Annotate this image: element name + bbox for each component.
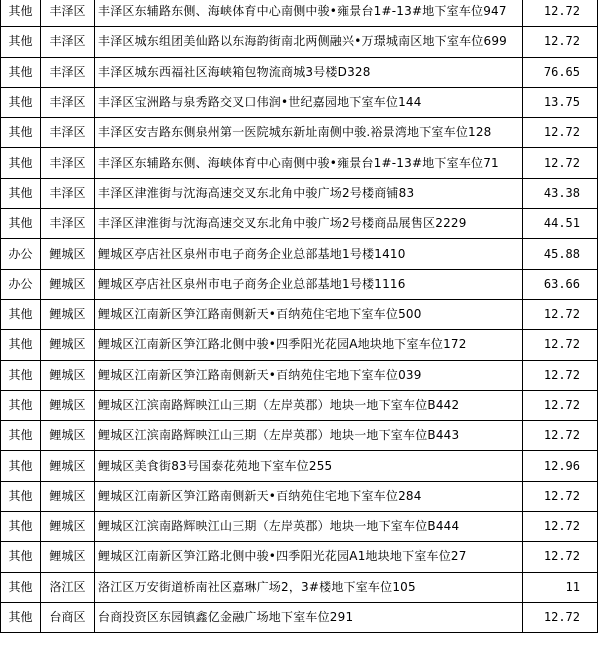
- cell-area[interactable]: 12.72: [523, 421, 598, 451]
- table-row: [1, 360, 598, 390]
- cell-usage-type[interactable]: 其他: [1, 57, 41, 87]
- table-row: [1, 209, 598, 239]
- cell-address[interactable]: 鲤城区江南新区笋江路南侧新天•百纳苑住宅地下室车位039: [95, 360, 523, 390]
- cell-district[interactable]: 鲤城区: [41, 269, 95, 299]
- cell-area[interactable]: 12.72: [523, 148, 598, 178]
- table-row: [1, 572, 598, 602]
- cell-address[interactable]: 丰泽区安吉路东侧泉州第一医院城东新址南侧中骏.裕景湾地下室车位128: [95, 118, 523, 148]
- cell-usage-type[interactable]: 其他: [1, 178, 41, 208]
- table-row: [1, 602, 598, 632]
- cell-area[interactable]: 12.72: [523, 0, 598, 27]
- cell-address[interactable]: 丰泽区城东西福社区海峡箱包物流商城3号楼D328: [95, 57, 523, 87]
- cell-area[interactable]: 12.72: [523, 330, 598, 360]
- table-row: [1, 421, 598, 451]
- cell-usage-type[interactable]: 办公: [1, 239, 41, 269]
- cell-district[interactable]: 丰泽区: [41, 87, 95, 117]
- table-row: [1, 390, 598, 420]
- cell-area[interactable]: 12.72: [523, 390, 598, 420]
- cell-address[interactable]: 丰泽区东辅路东侧、海峡体育中心南侧中骏•雍景台1#-13#地下室车位947: [95, 0, 523, 27]
- cell-usage-type[interactable]: 其他: [1, 299, 41, 329]
- table-row: [1, 299, 598, 329]
- table-row: [1, 0, 598, 27]
- cell-district[interactable]: 台商区: [41, 602, 95, 632]
- cell-usage-type[interactable]: 其他: [1, 209, 41, 239]
- cell-district[interactable]: 丰泽区: [41, 118, 95, 148]
- cell-usage-type[interactable]: 办公: [1, 269, 41, 299]
- cell-usage-type[interactable]: 其他: [1, 360, 41, 390]
- cell-address[interactable]: 鲤城区江南新区笋江路南侧新天•百纳苑住宅地下室车位500: [95, 299, 523, 329]
- cell-usage-type[interactable]: 其他: [1, 118, 41, 148]
- cell-usage-type[interactable]: 其他: [1, 512, 41, 542]
- table-row: [1, 451, 598, 481]
- table-row: [1, 118, 598, 148]
- table-body: [1, 0, 598, 633]
- cell-address[interactable]: 洛江区万安街道桥南社区嘉琳广场2，3#楼地下室车位105: [95, 572, 523, 602]
- cell-address[interactable]: 鲤城区江滨南路辉映江山三期（左岸英郡）地块一地下室车位B444: [95, 512, 523, 542]
- table-row: [1, 330, 598, 360]
- cell-district[interactable]: 鲤城区: [41, 239, 95, 269]
- cell-district[interactable]: 鲤城区: [41, 512, 95, 542]
- cell-address[interactable]: 鲤城区美食街83号国泰花苑地下室车位255: [95, 451, 523, 481]
- cell-usage-type[interactable]: 其他: [1, 330, 41, 360]
- cell-address[interactable]: 丰泽区津淮街与沈海高速交叉东北角中骏广场2号楼商铺83: [95, 178, 523, 208]
- cell-district[interactable]: 洛江区: [41, 572, 95, 602]
- cell-area[interactable]: 43.38: [523, 178, 598, 208]
- table-row: [1, 512, 598, 542]
- cell-district[interactable]: 鲤城区: [41, 360, 95, 390]
- cell-district[interactable]: 丰泽区: [41, 178, 95, 208]
- cell-area[interactable]: 45.88: [523, 239, 598, 269]
- cell-address[interactable]: 丰泽区津淮街与沈海高速交叉东北角中骏广场2号楼商品展售区2229: [95, 209, 523, 239]
- cell-usage-type[interactable]: 其他: [1, 27, 41, 57]
- cell-district[interactable]: 鲤城区: [41, 299, 95, 329]
- cell-district[interactable]: 丰泽区: [41, 57, 95, 87]
- table-row: [1, 239, 598, 269]
- cell-district[interactable]: 丰泽区: [41, 27, 95, 57]
- cell-usage-type[interactable]: 其他: [1, 421, 41, 451]
- cell-address[interactable]: 鲤城区江南新区笋江路北侧中骏•四季阳光花园A地块地下室车位172: [95, 330, 523, 360]
- cell-district[interactable]: 鲤城区: [41, 421, 95, 451]
- cell-area[interactable]: 12.96: [523, 451, 598, 481]
- table-row: [1, 178, 598, 208]
- cell-area[interactable]: 12.72: [523, 27, 598, 57]
- cell-usage-type[interactable]: 其他: [1, 148, 41, 178]
- table-row: [1, 542, 598, 572]
- cell-district[interactable]: 鲤城区: [41, 390, 95, 420]
- cell-district[interactable]: 鲤城区: [41, 542, 95, 572]
- cell-address[interactable]: 鲤城区江滨南路辉映江山三期（左岸英郡）地块一地下室车位B442: [95, 390, 523, 420]
- table-row: [1, 87, 598, 117]
- cell-usage-type[interactable]: 其他: [1, 542, 41, 572]
- cell-usage-type[interactable]: 其他: [1, 481, 41, 511]
- cell-address[interactable]: 丰泽区宝洲路与泉秀路交叉口伟润•世纪嘉园地下室车位144: [95, 87, 523, 117]
- cell-area[interactable]: 12.72: [523, 542, 598, 572]
- cell-address[interactable]: 丰泽区东辅路东侧、海峡体育中心南侧中骏•雍景台1#-13#地下室车位71: [95, 148, 523, 178]
- cell-area[interactable]: 12.72: [523, 481, 598, 511]
- cell-address[interactable]: 鲤城区江南新区笋江路南侧新天•百纳苑住宅地下室车位284: [95, 481, 523, 511]
- table-row: [1, 148, 598, 178]
- cell-district[interactable]: 丰泽区: [41, 209, 95, 239]
- cell-usage-type[interactable]: 其他: [1, 87, 41, 117]
- table-row: [1, 269, 598, 299]
- cell-district[interactable]: 鲤城区: [41, 481, 95, 511]
- cell-usage-type[interactable]: 其他: [1, 0, 41, 27]
- cell-usage-type[interactable]: 其他: [1, 572, 41, 602]
- cell-usage-type[interactable]: 其他: [1, 451, 41, 481]
- cell-area[interactable]: 11: [523, 572, 598, 602]
- cell-usage-type[interactable]: 其他: [1, 390, 41, 420]
- cell-area[interactable]: 76.65: [523, 57, 598, 87]
- cell-address[interactable]: 鲤城区亭店社区泉州市电子商务企业总部基地1号楼1116: [95, 269, 523, 299]
- cell-area[interactable]: 63.66: [523, 269, 598, 299]
- cell-area[interactable]: 44.51: [523, 209, 598, 239]
- cell-area[interactable]: 12.72: [523, 299, 598, 329]
- cell-area[interactable]: 12.72: [523, 512, 598, 542]
- cell-district[interactable]: 鲤城区: [41, 451, 95, 481]
- cell-district[interactable]: 丰泽区: [41, 148, 95, 178]
- cell-address[interactable]: 鲤城区江南新区笋江路北侧中骏•四季阳光花园A1地块地下室车位27: [95, 542, 523, 572]
- cell-area[interactable]: 13.75: [523, 87, 598, 117]
- cell-area[interactable]: 12.72: [523, 360, 598, 390]
- table-row: [1, 57, 598, 87]
- cell-district[interactable]: 丰泽区: [41, 0, 95, 27]
- cell-address[interactable]: 台商投资区东园镇鑫亿金融广场地下室车位291: [95, 602, 523, 632]
- table-row: [1, 27, 598, 57]
- cell-usage-type[interactable]: 其他: [1, 602, 41, 632]
- table-row: [1, 481, 598, 511]
- cell-district[interactable]: 鲤城区: [41, 330, 95, 360]
- cell-area[interactable]: 12.72: [523, 118, 598, 148]
- cell-address[interactable]: 丰泽区城东组团美仙路以东海韵街南北两侧融兴•万璟城南区地下室车位699: [95, 27, 523, 57]
- cell-area[interactable]: 12.72: [523, 602, 598, 632]
- cell-address[interactable]: 鲤城区江滨南路辉映江山三期（左岸英郡）地块一地下室车位B443: [95, 421, 523, 451]
- cell-address[interactable]: 鲤城区亭店社区泉州市电子商务企业总部基地1号楼1410: [95, 239, 523, 269]
